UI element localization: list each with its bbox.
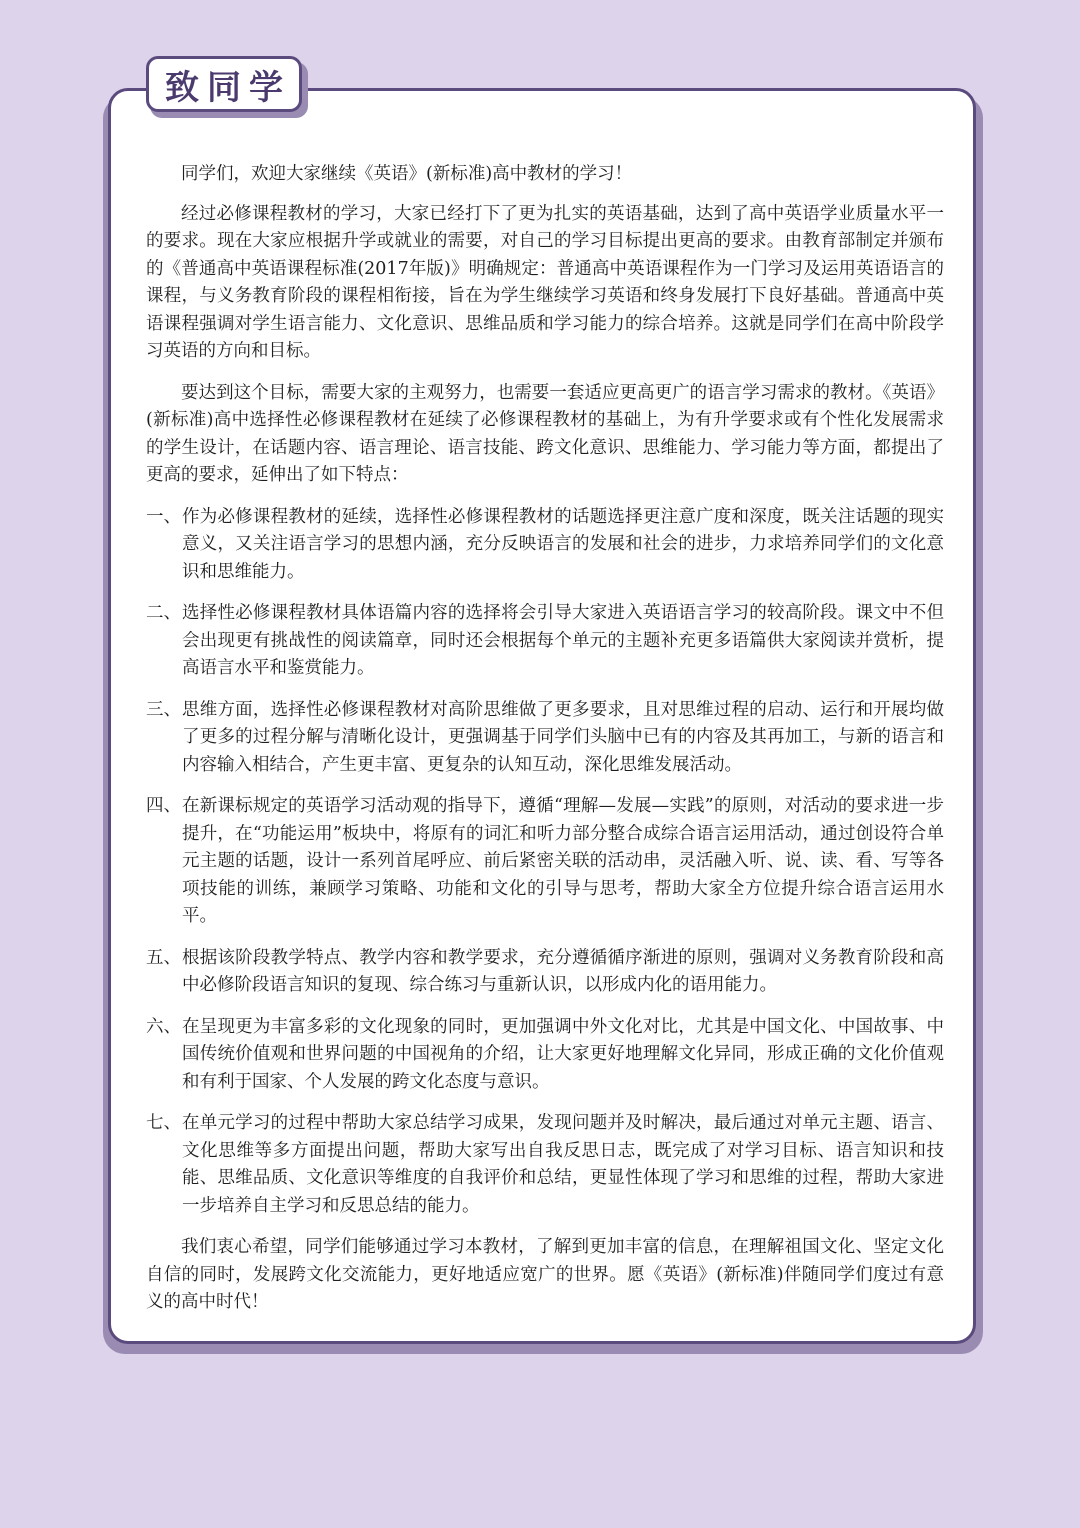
- list-item: [146, 1110, 944, 1220]
- intro-paragraph: 经过必修课程教材的学习，大家已经打下了更为扎实的英语基础，达到了高中英语学业质量水平一的要求。现在大家应根据升学或就业的需要，对自己的学习目标提出更高的要求。由教育部制定并颁布的《普通高中英语课程标准(2017年版)》明确规定：普通高中英语课程作为一门学习及运用英语语言的课程，与义务教育阶段的课程相衔接，旨在为学生继续学习英语和终身发展打下良好基础。普通高中英语课程强调对学生语言能力、文化意识、思维品质和学习能力的综合培养。这就是同学们在高中阶段学习英语的方向和目标。: [146, 203, 944, 361]
- list-item-number: 一、: [146, 506, 181, 527]
- title-tab: [146, 56, 302, 112]
- list-item-text: 思维方面，选择性必修课程教材对高阶思维做了更多要求，且对思维过程的启动、运行和开展均做了更多的过程分解与清晰化设计，更强调基于同学们头脑中已有的内容及其再加工，与新的语言和内容输入相结合，产生更丰富、更复杂的认知互动，深化思维发展活动。: [182, 699, 944, 775]
- list-item: [146, 600, 944, 683]
- list-item-number: 六、: [146, 1016, 181, 1037]
- list-item-number: 五、: [146, 947, 181, 968]
- closing-paragraph: 我们衷心希望，同学们能够通过学习本教材，了解到更加丰富的信息，在理解祖国文化、坚定文化自信的同时，发展跨文化交流能力，更好地适应宽广的世界。愿《英语》(新标准)伴随同学们度过有意义的高中时代！: [146, 1237, 944, 1312]
- list-item: [146, 793, 944, 931]
- goal-paragraph: 要达到这个目标，需要大家的主观努力，也需要一套适应更高更广的语言学习需求的教材。《英语》(新标准)高中选择性必修课程教材在延续了必修课程教材的基础上，为有升学要求或有个性化发展需求的学生设计，在话题内容、语言理论、语言技能、跨文化意识、思维能力、学习能力等方面，都提出了更高的要求，延伸出了如下特点：: [146, 382, 944, 485]
- page-title: 致同学: [165, 67, 291, 108]
- greeting-paragraph: 同学们，欢迎大家继续《英语》(新标准)高中教材的学习！: [181, 164, 633, 184]
- list-item-number: 七、: [146, 1113, 181, 1133]
- list-item-text: 在呈现更为丰富多彩的文化现象的同时，更加强调中外文化对比，尤其是中国文化、中国故事、中国传统价值观和世界问题的中国视角的介绍，让大家更好地理解文化异同，形成正确的文化价值观和有利于国家、个人发展的跨文化态度与意识。: [182, 1016, 944, 1092]
- list-item-number: 二、: [146, 603, 181, 623]
- list-item: [146, 1014, 944, 1097]
- list-item: [146, 697, 944, 780]
- list-item-text: 在单元学习的过程中帮助大家总结学习成果，发现问题并及时解决，最后通过对单元主题、语言、文化思维等多方面提出问题，帮助大家写出自我反思日志，既完成了对学习目标、语言知识和技能、思维品质、文化意识等维度的自我评价和总结，更显性体现了学习和思维的过程，帮助大家进一步培养自主学习和反思总结的能力。: [182, 1113, 944, 1216]
- list-item-text: 作为必修课程教材的延续，选择性必修课程教材的话题选择更注意广度和深度，既关注话题的现实意义，又关注语言学习的思想内涵，充分反映语言的发展和社会的进步，力求培养同学们的文化意识和思维能力。: [182, 506, 944, 582]
- list-item-number: 三、: [146, 699, 181, 720]
- list-item-text: 在新课标规定的英语学习活动观的指导下，遵循“理解—发展—实践”的原则，对活动的要求进一步提升，在“功能运用”板块中，将原有的词汇和听力部分整合成综合语言运用活动，通过创设符合单元主题的话题，设计一系列首尾呼应、前后紧密关联的活动串，灵活融入听、说、读、看、写等各项技能的训练，兼顾学习策略、功能和文化的引导与思考，帮助大家全方位提升综合语言运用水平。: [182, 796, 944, 926]
- list-item: [146, 945, 944, 1000]
- list-item-text: 选择性必修课程教材具体语篇内容的选择将会引导大家进入英语语言学习的较高阶段。课文中不但会出现更有挑战性的阅读篇章，同时还会根据每个单元的主题补充更多语篇供大家阅读并赏析，提高语言水平和鉴赏能力。: [182, 603, 944, 678]
- list-item-text: 根据该阶段教学特点、教学内容和教学要求，充分遵循循序渐进的原则，强调对义务教育阶段和高中必修阶段语言知识的复现、综合练习与重新认识，以形成内化的语用能力。: [182, 947, 944, 995]
- list-item: [146, 504, 944, 587]
- list-item-number: 四、: [146, 796, 181, 816]
- letter-body: [146, 161, 944, 1331]
